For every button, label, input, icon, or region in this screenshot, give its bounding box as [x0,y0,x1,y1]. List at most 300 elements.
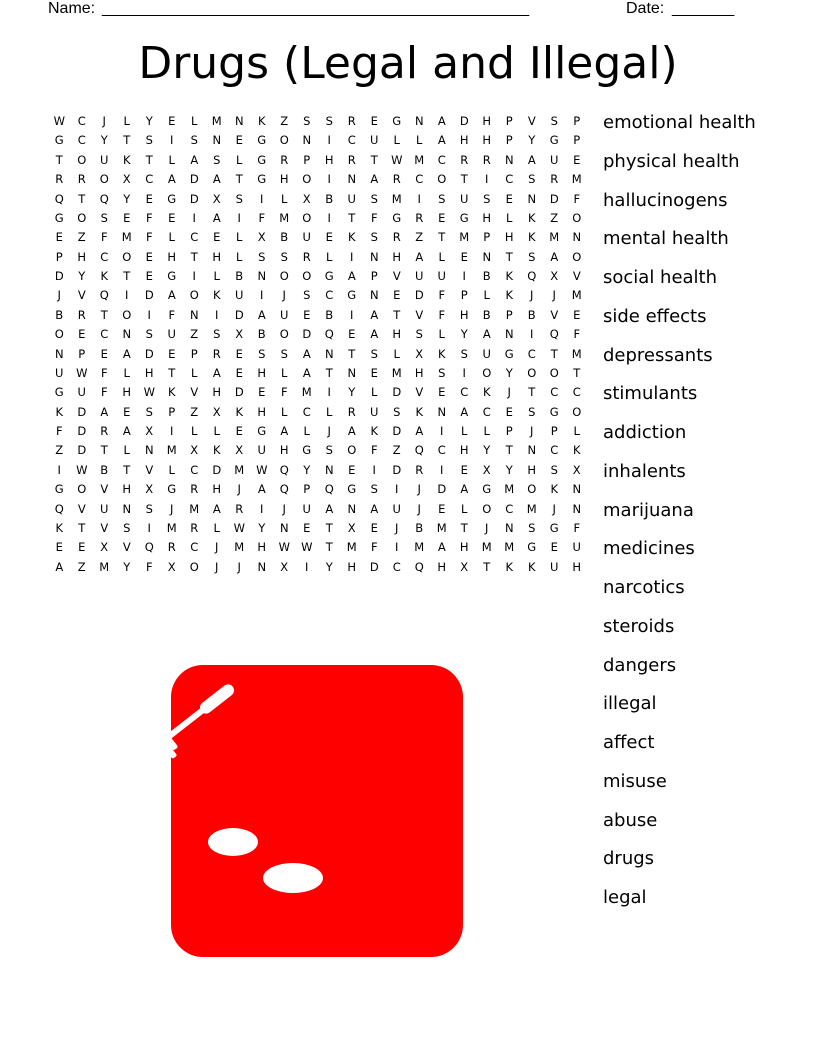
grid-letter: L [123,443,130,458]
grid-letter: D [77,443,87,458]
grid-letter: D [392,385,402,400]
grid-letter: L [326,404,333,419]
grid-row [48,131,588,150]
grid-letter: A [437,133,446,148]
grid-letter: I [192,210,196,225]
grid-letter: F [100,365,108,380]
grid-letter: K [122,152,131,167]
grid-letter: U [347,191,356,206]
grid-letter: O [302,269,312,283]
grid-row [48,480,588,499]
grid-letter: O [122,249,132,264]
grid-letter: K [572,443,581,458]
grid-letter: J [237,559,241,574]
grid-letter: E [235,424,243,438]
word-list-item: social health [603,267,718,288]
grid-letter: S [280,346,288,361]
grid-letter: I [260,191,264,206]
grid-letter: K [482,385,491,400]
grid-letter: C [415,172,424,187]
grid-letter: H [212,482,222,497]
grid-letter: E [325,230,333,245]
grid-letter: L [213,424,220,438]
word-list-item: emotional health [603,112,756,133]
grid-letter: L [236,230,243,245]
grid-letter: O [482,365,492,380]
grid-letter: D [212,462,222,477]
grid-letter: M [526,501,537,516]
grid-letter: S [213,327,221,342]
grid-letter: M [436,520,447,535]
date-label: Date: [626,0,665,17]
grid-letter: K [235,404,244,419]
grid-letter: O [122,307,132,322]
grid-letter: E [235,365,243,380]
grid-letter: E [145,269,153,283]
grid-letter: K [505,559,514,574]
grid-letter: K [550,482,559,497]
grid-letter: E [123,210,131,225]
grid-letter: T [370,152,378,167]
word-list-item: mental health [603,228,729,250]
grid-letter: S [550,462,558,477]
grid-letter: P [190,346,198,361]
grid-letter: C [100,327,109,342]
grid-letter: S [415,327,423,342]
grid-letter: Z [77,230,86,245]
grid-letter: Y [460,327,468,342]
syringe-and-pills-icon [171,665,463,957]
grid-letter: N [257,559,267,574]
grid-letter: M [571,288,582,303]
grid-letter: L [213,269,220,283]
grid-letter: U [437,269,446,283]
grid-letter: X [212,404,221,419]
grid-letter: N [414,114,424,128]
grid-letter: G [54,482,64,497]
grid-letter: A [437,540,446,555]
grid-letter: X [100,540,109,555]
grid-letter: R [415,210,424,225]
grid-letter: K [527,230,536,245]
grid-letter: B [257,327,266,342]
grid-letter: E [505,404,513,419]
grid-row [48,325,588,344]
word-list-item: medicines [603,538,695,560]
grid-letter: R [392,230,401,245]
grid-letter: X [460,559,469,574]
grid-letter: N [504,152,514,167]
grid-letter: L [461,501,468,516]
grid-letter: I [327,172,331,187]
grid-row [48,461,588,480]
grid-letter: H [459,443,469,458]
grid-letter: L [168,462,175,477]
grid-letter: F [370,443,378,458]
grid-letter: C [437,443,446,458]
grid-letter: X [572,462,581,477]
grid-letter: T [168,365,176,380]
grid-row [48,190,588,209]
grid-letter: U [100,501,109,516]
grid-letter: O [527,365,537,380]
grid-letter: H [212,249,222,264]
grid-letter: C [190,540,199,555]
grid-letter: A [190,152,199,167]
grid-letter: L [438,249,445,264]
grid-letter: T [550,346,558,361]
grid-letter: A [325,501,334,516]
grid-letter: J [552,288,556,303]
word-list-item: hallucinogens [603,189,728,211]
grid-letter: O [572,210,582,225]
grid-letter: R [190,482,199,497]
grid-letter: A [370,327,379,342]
grid-letter: A [212,365,221,380]
grid-letter: L [191,424,198,438]
grid-letter: G [549,404,559,419]
grid-letter: F [100,230,108,245]
grid-letter: L [168,230,175,245]
grid-letter: F [573,191,581,206]
grid-letter: K [55,404,64,419]
grid-letter: P [505,307,513,322]
grid-letter: U [370,404,379,419]
grid-letter: U [370,133,379,148]
grid-letter: D [234,307,244,322]
grid-letter: Y [123,559,131,574]
grid-letter: D [77,404,87,419]
grid-letter: I [147,520,151,535]
grid-letter: W [233,520,245,535]
grid-letter: G [482,482,492,497]
grid-letter: O [572,404,582,419]
grid-letter: A [370,307,379,322]
grid-letter: V [77,501,86,516]
grid-letter: A [100,404,109,419]
grid-letter: K [347,230,356,245]
grid-letter: V [415,307,424,322]
word-list-item: abuse [603,809,658,831]
grid-letter: G [392,210,402,225]
name-label: Name: [48,0,96,17]
grid-letter: S [123,520,131,535]
grid-letter: P [505,114,513,128]
grid-letter: F [573,327,581,342]
grid-letter: Q [414,559,424,574]
grid-letter: L [483,424,490,438]
word-list-item: stimulants [603,383,698,405]
grid-letter: E [393,288,401,303]
word-list-item: illegal [603,693,657,715]
grid-letter: V [415,385,424,400]
grid-letter: O [279,269,289,283]
grid-letter: K [212,288,221,303]
grid-letter: K [527,210,536,225]
grid-letter: A [212,501,221,516]
grid-letter: C [527,346,536,361]
grid-letter: V [122,540,131,555]
grid-letter: L [393,346,400,361]
grid-letter: C [77,133,86,148]
grid-letter: V [100,482,109,497]
grid-letter: C [190,230,199,245]
grid-row [48,286,588,305]
grid-letter: D [54,269,64,283]
grid-letter: R [100,424,109,438]
grid-letter: C [505,501,514,516]
grid-letter: T [438,230,446,245]
grid-letter: Q [527,269,537,283]
grid-letter: J [102,114,106,128]
grid-letter: I [237,210,241,225]
grid-letter: Y [123,191,131,206]
grid-letter: P [505,424,513,438]
grid-letter: C [550,443,559,458]
grid-letter: I [327,385,331,400]
grid-letter: L [213,520,220,535]
grid-letter: F [168,307,176,322]
name-blank: ________________________________________________ [102,0,530,17]
grid-letter: X [122,172,131,187]
grid-letter: R [77,172,86,187]
grid-letter: K [370,424,379,438]
grid-letter: F [100,385,108,400]
grid-letter: E [78,327,86,342]
grid-letter: L [236,249,243,264]
grid-letter: G [459,210,469,225]
grid-letter: A [370,501,379,516]
grid-letter: L [281,404,288,419]
grid-letter: G [347,288,357,303]
grid-letter: C [550,385,559,400]
grid-letter: G [347,482,357,497]
grid-letter: I [170,424,174,438]
grid-row [48,209,588,228]
grid-letter: S [370,191,378,206]
grid-letter: D [414,288,424,303]
grid-letter: T [325,540,333,555]
grid-letter: U [302,501,311,516]
grid-letter: S [550,114,558,128]
grid-letter: T [325,520,333,535]
grid-letter: T [78,520,86,535]
grid-letter: S [100,210,108,225]
grid-letter: M [346,540,357,555]
grid-letter: L [371,385,378,400]
grid-letter: D [234,385,244,400]
grid-letter: C [482,404,491,419]
grid-letter: N [324,462,334,477]
grid-letter: E [505,191,513,206]
grid-letter: I [260,501,264,516]
grid-letter: M [481,540,492,555]
grid-letter: M [166,520,177,535]
grid-letter: E [370,365,378,380]
grid-letter: K [415,404,424,419]
grid-letter: Z [415,230,424,245]
grid-letter: F [438,288,446,303]
grid-letter: G [167,482,177,497]
grid-letter: H [527,462,537,477]
grid-letter: E [303,520,311,535]
grid-letter: B [325,191,334,206]
grid-letter: S [145,133,153,148]
grid-letter: N [504,520,514,535]
grid-letter: I [462,365,466,380]
grid-letter: D [77,424,87,438]
grid-letter: W [391,152,403,167]
grid-letter: R [55,172,64,187]
grid-letter: D [189,172,199,187]
grid-letter: U [77,385,86,400]
grid-letter: R [347,114,356,128]
grid-letter: V [145,462,154,477]
grid-letter: Y [348,385,356,400]
grid-letter: P [303,482,311,497]
grid-letter: X [280,559,289,574]
grid-letter: M [189,501,200,516]
grid-letter: I [260,288,264,303]
word-list-item: affect [603,732,655,753]
grid-letter: B [482,269,491,283]
grid-letter: A [550,249,559,264]
grid-letter: A [212,172,221,187]
grid-letter: H [212,385,222,400]
grid-letter: E [168,114,176,128]
grid-letter: O [77,482,87,497]
grid-letter: G [54,133,64,148]
grid-letter: E [438,210,446,225]
grid-letter: L [393,133,400,148]
grid-letter: M [166,443,177,458]
grid-letter: X [550,269,559,283]
grid-letter: T [505,443,513,458]
grid-letter: A [302,346,311,361]
grid-letter: E [123,404,131,419]
grid-letter: H [347,559,357,574]
grid-letter: N [122,327,132,342]
grid-letter: L [573,424,580,438]
grid-letter: O [279,327,289,342]
grid-letter: G [257,172,267,187]
grid-letter: S [235,191,243,206]
grid-letter: N [257,269,267,283]
grid-letter: G [54,210,64,225]
grid-row [48,267,588,286]
grid-letter: T [123,462,131,477]
grid-letter: P [78,346,86,361]
grid-letter: Y [303,462,311,477]
grid-letter: M [391,365,402,380]
grid-letter: L [483,288,490,303]
grid-letter: J [485,520,489,535]
grid-letter: P [55,249,63,264]
grid-letter: C [145,172,154,187]
grid-letter: S [190,133,198,148]
grid-letter: M [121,230,132,245]
grid-letter: H [459,307,469,322]
grid-letter: I [305,559,309,574]
grid-letter: J [170,501,174,516]
grid-letter: M [504,540,515,555]
grid-letter: H [257,540,267,555]
grid-letter: N [347,501,357,516]
grid-letter: J [530,288,534,303]
grid-letter: J [552,501,556,516]
grid-letter: C [100,249,109,264]
grid-letter: N [234,114,244,128]
grid-letter: P [573,114,581,128]
grid-letter: G [549,133,559,148]
grid-letter: X [415,346,424,361]
grid-letter: T [100,307,108,322]
word-list-item: legal [603,887,647,908]
grid-letter: C [505,172,514,187]
grid-letter: S [213,152,221,167]
grid-letter: M [391,191,402,206]
grid-letter: N [144,443,154,458]
grid-letter: A [122,346,131,361]
grid-letter: D [302,327,312,342]
grid-letter: G [257,133,267,148]
grid-letter: M [459,230,470,245]
grid-letter: Q [279,462,289,477]
grid-letter: Q [54,191,64,206]
grid-letter: U [302,230,311,245]
grid-letter: M [504,482,515,497]
grid-letter: O [54,327,64,342]
grid-letter: M [571,172,582,187]
grid-letter: T [190,249,198,264]
grid-row [48,500,588,519]
grid-letter: D [437,482,447,497]
grid-letter: F [55,424,63,438]
grid-letter: E [573,307,581,322]
grid-letter: F [280,385,288,400]
grid-letter: F [258,210,266,225]
grid-letter: G [392,114,402,128]
grid-letter: F [573,520,581,535]
grid-letter: L [191,114,198,128]
grid-letter: H [392,249,402,264]
grid-letter: I [215,307,219,322]
grid-letter: K [257,114,266,128]
grid-letter: M [571,346,582,361]
grid-row [48,403,588,422]
grid-letter: J [417,501,421,516]
grid-letter: F [438,307,446,322]
grid-letter: Z [550,210,559,225]
grid-letter: Z [77,559,86,574]
word-list-item: steroids [603,615,675,637]
grid-letter: J [215,540,219,555]
grid-letter: T [483,559,491,574]
grid-letter: D [392,462,402,477]
grid-letter: V [392,269,401,283]
grid-letter: S [528,172,536,187]
grid-letter: E [550,540,558,555]
grid-letter: T [55,152,63,167]
grid-letter: R [212,346,221,361]
grid-letter: A [347,269,356,283]
grid-letter: R [415,462,424,477]
grid-letter: W [256,462,268,477]
grid-letter: A [347,424,356,438]
grid-letter: O [437,172,447,187]
grid-letter: C [77,114,86,128]
grid-letter: U [55,365,64,380]
